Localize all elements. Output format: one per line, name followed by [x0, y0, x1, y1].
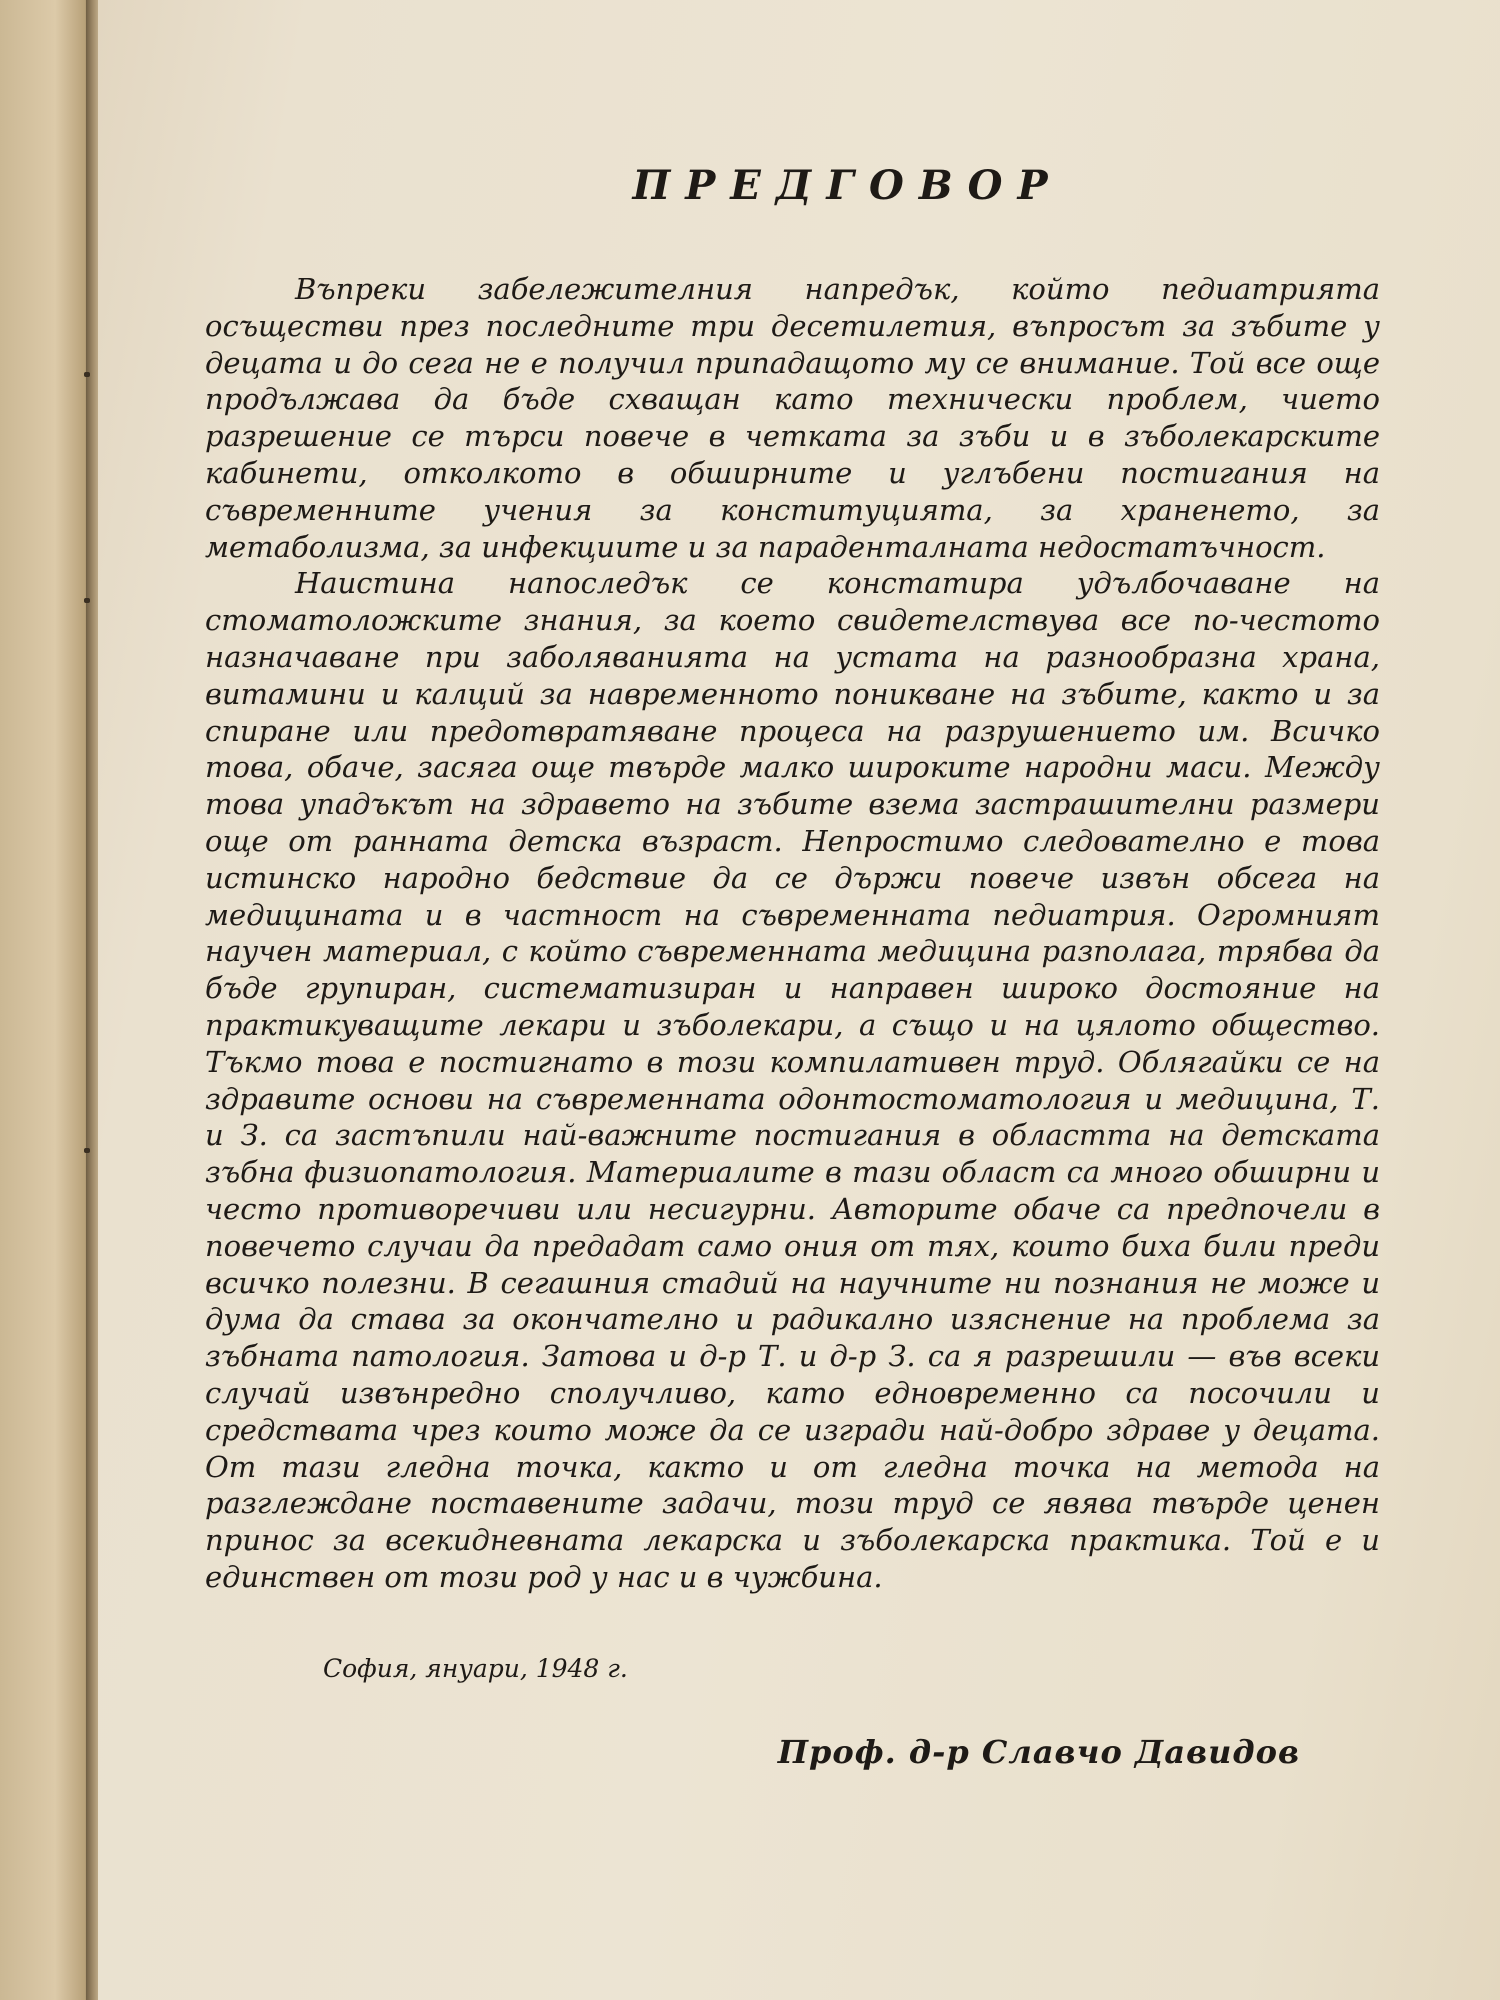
binding-stitch — [84, 1148, 90, 1153]
binding-stitch — [84, 598, 90, 603]
place-date: София, януари, 1948 г. — [323, 1653, 628, 1683]
paragraph: Въпреки забележителния напредък, който педиатрията осъществи през последните три десетилетия, въпросът за зъбите у децата и до сега не е получил припадащото му се внимание. Той все още продължава да бъде схващан като технически проблем, чието разрешение се търси повече в четката за зъби и в зъболекарските кабинети, отколкото в обширните и углъбени постигания на съвременните учения за конституцията, за храненето, за метаболизма, за инфекциите и за параденталната недостатъчност. — [205, 272, 1380, 564]
page-title: ПРЕДГОВОР — [632, 162, 1063, 209]
left-page-edge — [0, 0, 92, 2000]
binding-stitch — [84, 372, 90, 377]
page-content — [205, 150, 1380, 1771]
paragraph: Наистина напоследък се констатира удълбочаване на стоматоложките знания, за което свидетелствува все по-честото назначаване при заболяванията на устата на разнообразна храна, витамини и калций за навременното поникване на зъбите, както и за спиране или предотвратяване процеса на разрушението им. Всичко това, обаче, засяга още твърде малко широките народни маси. Между това упадъкът на здравето на зъбите взема застрашителни размери още от ранната детска възраст. Непростимо следователно е това истинско народно бедствие да се държи повече извън обсега на медицината и в частност на съвременната педиатрия. Огромният научен материал, с който съвременната медицина разполага, трябва да бъде групиран, систематизиран и направен широко достояние на практикуващите лекари и зъболекари, а също и на цялото общество. Тъкмо това е постигнато в този компилативен труд. Облягайки се на здравите основи на съвременната одонтостоматология и медицина, Т. и З. са застъпили най-важните постигания в областта на детската зъбна физиопатология. Материалите в тази област са много обширни и често противоречиви или несигурни. Авторите обаче са предпочели в повечето случаи да предадат само ония от тях, които биха били преди всичко полезни. В сегашния стадий на научните ни познания не може и дума да става за окончателно и радикално изяснение на проблема за зъбната патология. Затова и д-р Т. и д-р З. са я разрешили — във всеки случай извънредно сполучливо, като едновременно са посочили и средствата чрез които може да се изгради най-добро здраве у децата. От тази гледна точка, както и от гледна точка на метода на разглеждане поставените задачи, този труд се явява твърде ценен принос за всекидневната лекарска и зъболекарска практика. Той е и единствен от този род у нас и в чужбина. — [205, 566, 1380, 1594]
author-signature: Проф. д-р Славчо Давидов — [777, 1732, 1300, 1771]
